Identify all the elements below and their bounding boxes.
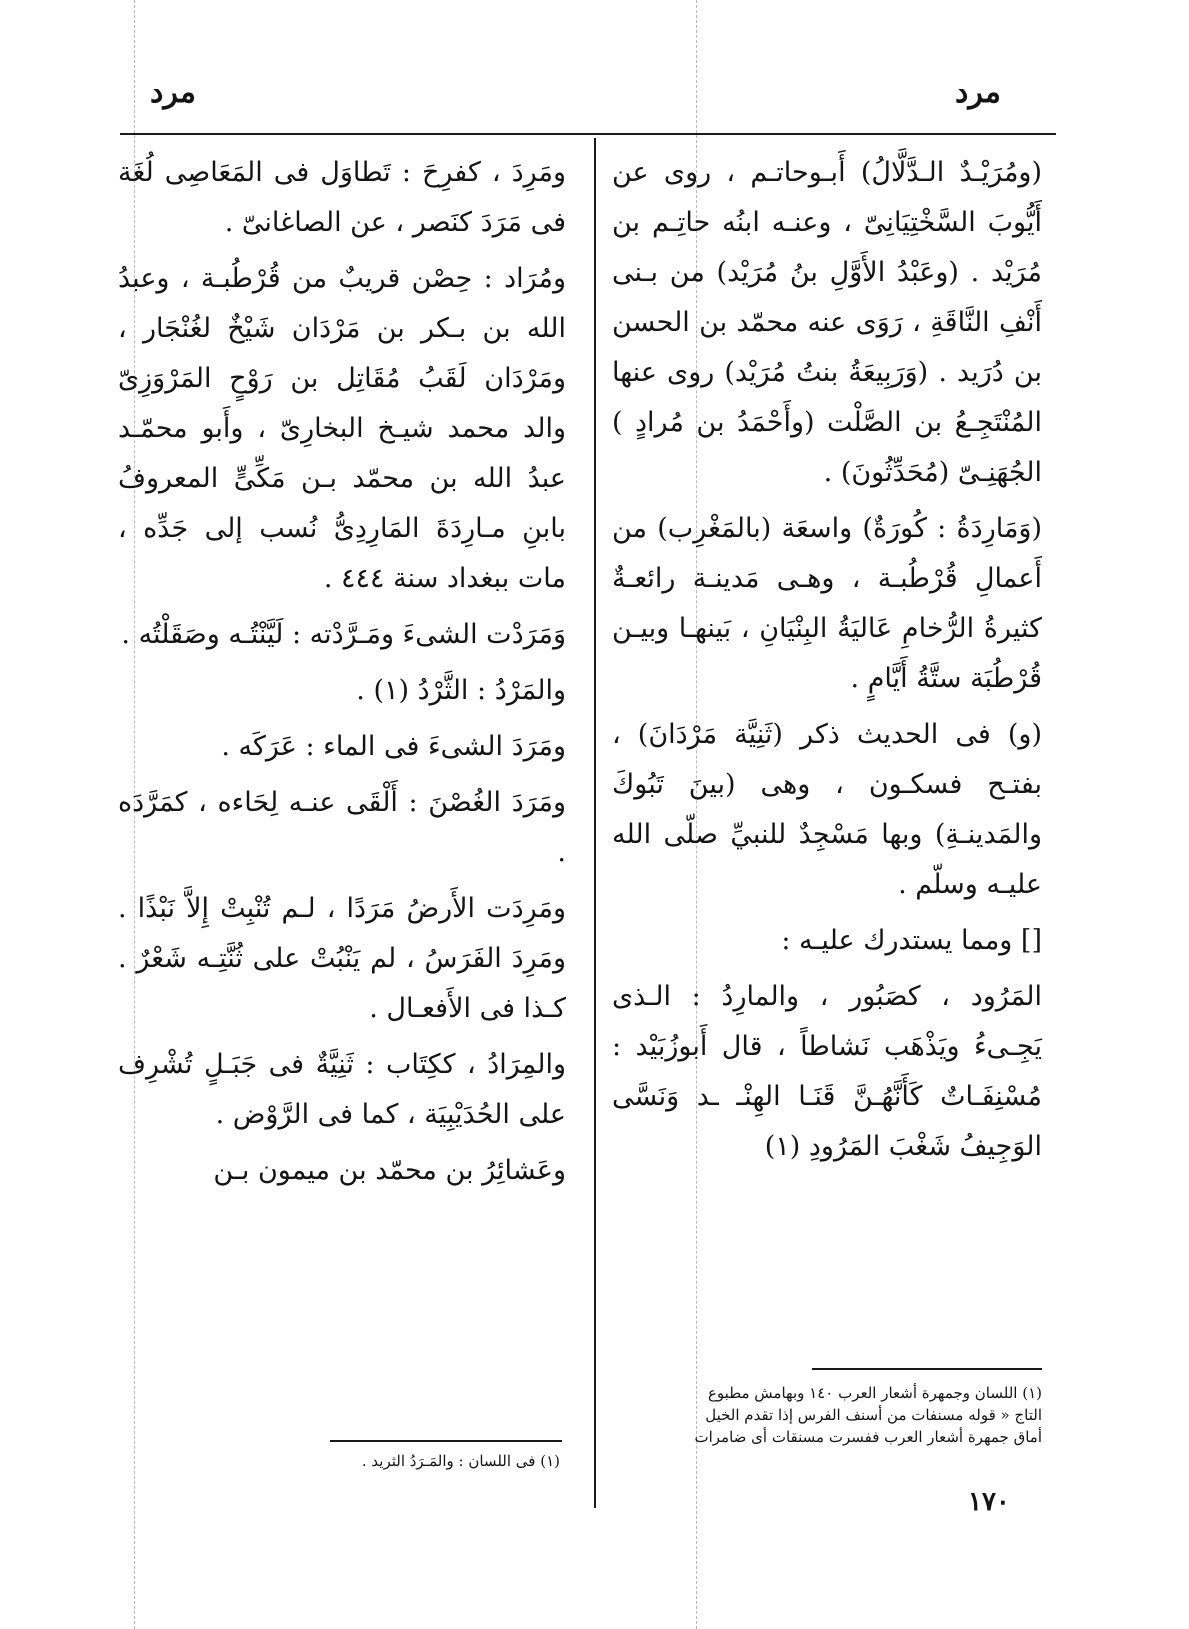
entry-paragraph: وعَشائِرُ بن محمّد بن ميمون بـن: [213, 1155, 566, 1186]
header-rule: [120, 133, 1056, 135]
right-column: [612, 148, 1042, 1178]
footnote-rule-right: [812, 1368, 1042, 1370]
footnote-left: [200, 1450, 560, 1472]
left-column: [118, 148, 566, 1202]
footnote-line: التاج « قوله مسنفات من أسنف الفرس إذا تقدم الخيل: [705, 1406, 1042, 1424]
footnote-line: (١) اللسان وجمهرة أشعار العرب ١٤٠ وبهامش مطبوع: [707, 1384, 1042, 1402]
entry-paragraph: ومُرَاد : حِصْن قريبٌ من قُرْطُبـة ، وعبدُ الله بن بـكر بن مَرْدَان شَيْخٌ لغُنْجَار ، ومَرْدَان لَقَبُ مُقَاتِل بن رَوْحٍ المَرْوَزِىّ والد محمد شيـخ البخارِىّ ، وأَبو محمّـد عبدُ الله بن محمّد بـن مَكِّىٍّ المعروفُ بابنِ مـارِدَةَ المَارِدِىُّ نُسب إلى جَدِّه ، مات ببغداد سنة ٤٤٤ .: [118, 263, 566, 594]
column-divider: [594, 138, 596, 1508]
entry-paragraph: المَرُود ، كصَبُور ، والمارِدُ : الـذى يَجِـىءُ ويَذْهَب نَشاطاً ، قال أَبوزُبَيْد : مُسْنِفَـاتٌ كَأَنَّهُـنَّ قَنَـا الهِنْـ ـد وَنَسَّى الوَجِيفُ شَغْبَ المَرُودِ (١): [612, 981, 1042, 1162]
entry-paragraph: والمَرْدُ : الثَّرْدُ (١) .: [356, 675, 566, 706]
entry-paragraph: (ومُرَيْـدٌ الـدَّلَّالُ) أَبـوحاتـم ، روى عن أَيُّوبَ السَّخْتِيَانِىّ ، وعنـه ابنُه حاتِـم بن مُرَيْد . (وعَبْدُ الأَوَّلِ بنُ مُرَيْد) من بـنى أَنْفِ النَّاقَةِ ، رَوَى عنه محمّد بن الحسن بن دُرَيد . (وَرَبِيعَةُ بنتُ مُرَيْد) روى عنها المُنْتَجِـعُ بن الصَّلْت (وأَحْمَدُ بن مُرادٍ ) الجُهَنِـىّ (مُحَدِّثُونَ) .: [612, 157, 1042, 488]
footnote-rule-left: [330, 1440, 562, 1442]
page-number: ١٧٠: [968, 1487, 1010, 1517]
entry-paragraph: (و) فى الحديث ذكر (ثَنِيَّة مَرْدَانَ) ، بفتـح فسكـون ، وهى (بينَ تَبُوكَ والمَدينـةِ) وبها مَسْجِدٌ للنبيِّ صلّى الله عليـه وسلّم .: [612, 719, 1042, 900]
entry-paragraph: والمِرَادُ ، ككِتَاب : ثَنِيَّةٌ فى جَبَـلٍ تُشْرِف على الحُدَيْبِيَة ، كما فى الرَّوْض .: [118, 1049, 566, 1130]
entry-paragraph: ومَرِدَ ، كفرِحَ : تَطاوَل فى المَعَاصِى لُغَة فى مَرَدَ كنَصر ، عن الصاغانىّ .: [118, 157, 566, 238]
entry-paragraph: (وَمَارِدَةُ : كُورَةٌ) واسعَة (بالمَغْرِب) من أَعمالِ قُرْطُبـة ، وهـى مَدينـة رائعـةٌ كثيرةُ الرُّخامِ عَاليَةُ البِنْيَانِ ، بَينهـا وبيـن قُرْطُبَة ستَّةُ أَيَّامٍ .: [612, 513, 1042, 694]
entry-paragraph: ومَرِدَت الأَرضُ مَرَدًا ، لـم تُنْبِتْ إِلاَّ نَبْذًا . ومَرِدَ الفَرَسُ ، لم يَنْبُتْ على ثُنَّتِـه شَعْرٌ . كـذا فى الأَفعـال .: [118, 893, 566, 1024]
running-header-right: مرد: [955, 75, 1001, 110]
entry-paragraph: ومَرَدَ الشىءَ فى الماء : عَرَكَه .: [221, 731, 566, 762]
entry-paragraph: [] ومما يستدرك عليـه :: [781, 925, 1042, 956]
entry-paragraph: ومَرَدَ الغُصْنَ : أَلْقَى عنـه لِحَاءه ، كمَرَّدَه .: [118, 787, 566, 868]
footnote-right: [616, 1382, 1042, 1448]
entry-paragraph: وَمَرَدْت الشىءَ ومَـرَّدْته : لَيَّنْتُـه وصَقَلْتُه .: [121, 619, 566, 650]
footnote-line: أماق جمهرة أشعار العرب ففسرت مسنقات أى ضامرات: [694, 1428, 1042, 1446]
running-header-left: مرد: [150, 75, 196, 110]
footnote-line: (١) فى اللسان : والمَـرَدُ الثريد .: [361, 1452, 560, 1470]
